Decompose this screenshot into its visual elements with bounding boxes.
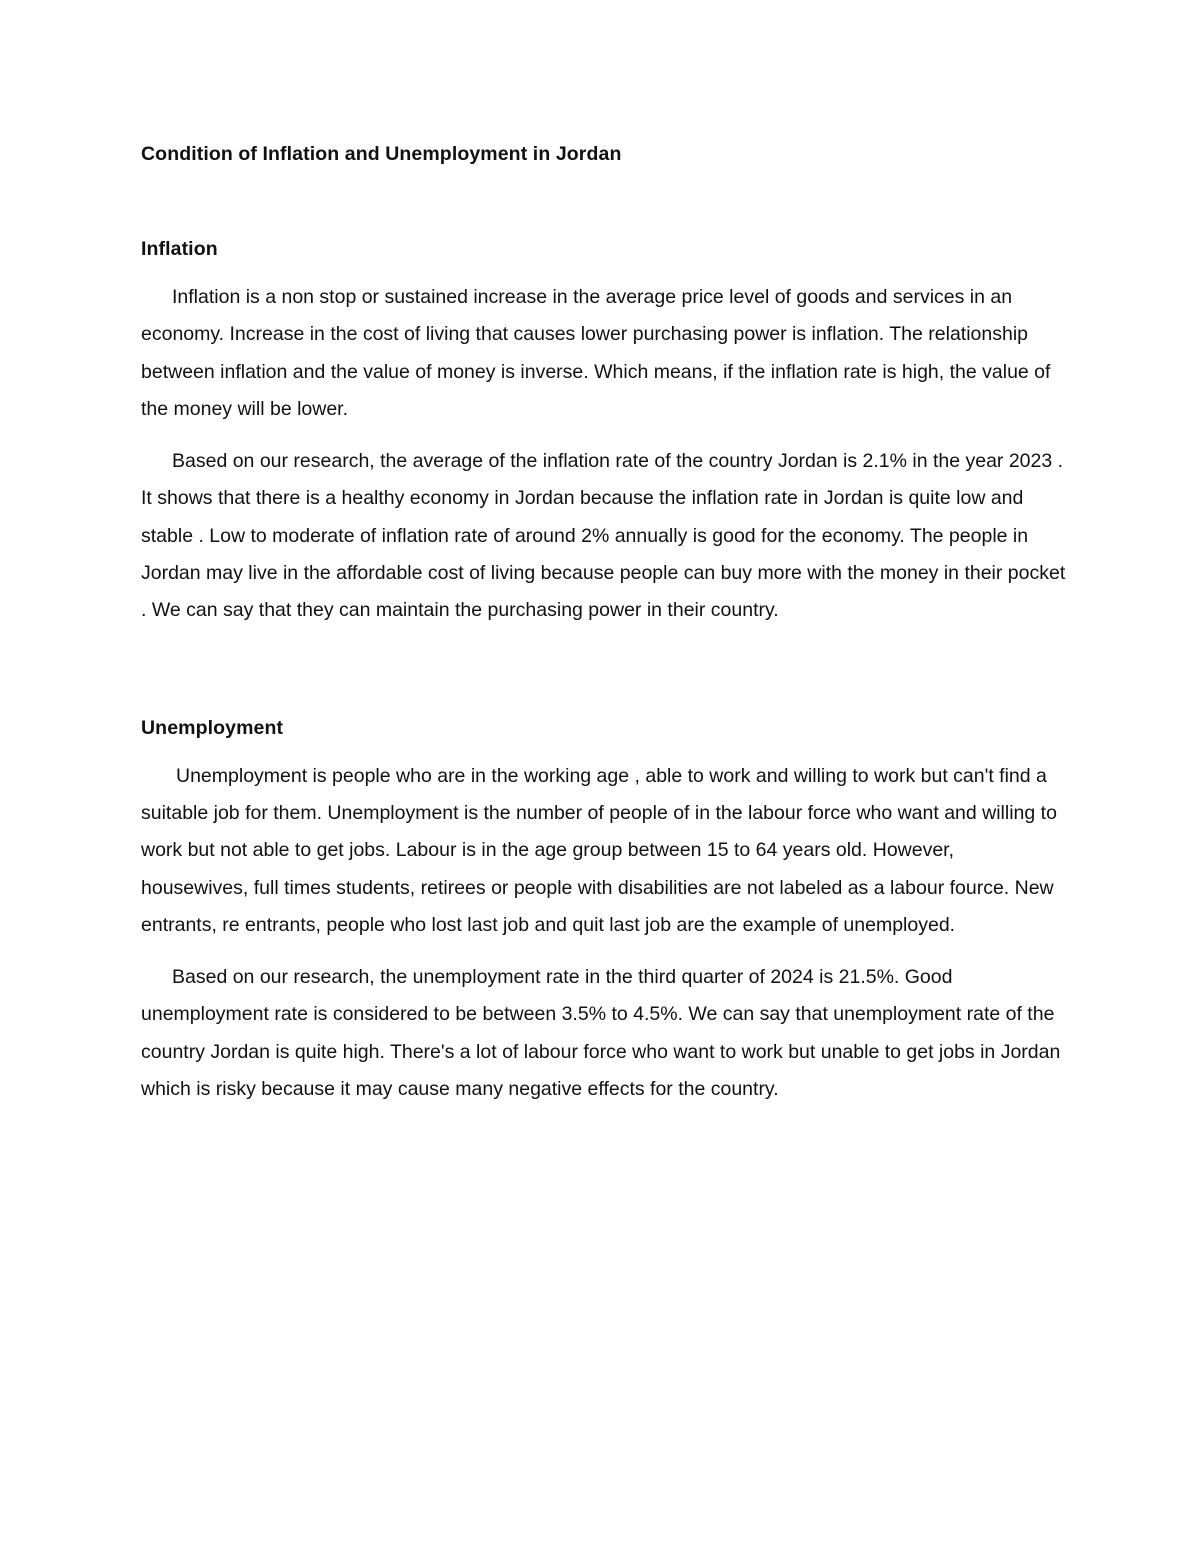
section-heading-unemployment: Unemployment	[141, 716, 284, 739]
paragraph-inflation-jordan: Based on our research, the average of the inflation rate of the country Jordan is 2.1% in the year 2023 . It shows that there is a healthy economy in Jordan because the inflation rate in Jordan is quite low and stable . Low to moderate of inflation rate of around 2% annually is good for the economy. The people in Jordan may live in the affordable cost of living because people can buy more with the money in their pocket . We can say that they can maintain the purchasing power in their country.	[141, 450, 1066, 622]
paragraph-unemployment-jordan: Based on our research, the unemployment rate in the third quarter of 2024 is 21.5%. Good unemployment rate is considered to be between 3.5% to 4.5%. We can say that unemployment rate of the country Jordan is quite high. There's a lot of labour force who want to work but unable to get jobs in Jordan which is risky because it may cause many negative effects for the country.	[141, 966, 1061, 1101]
document-body	[141, 139, 1066, 1108]
document-title: Condition of Inflation and Unemployment in Jordan	[141, 143, 622, 165]
section-heading-inflation: Inflation	[141, 238, 218, 260]
paragraph-unemployment-definition: Unemployment is people who are in the working age , able to work and willing to work but can't find a suitable job for them. Unemployment is the number of people of in the labour force who want and willing to work but not able to get jobs. Labour is in the age group between 15 to 64 years old. However, housewives, full times students, retirees or people with disabilities are not labeled as a labour fource. New entrants, re entrants, people who lost last job and quit last job are the example of unemployed.	[141, 764, 1057, 936]
paragraph-inflation-definition: Inflation is a non stop or sustained increase in the average price level of goods and services in an economy. Increase in the cost of living that causes lower purchasing power is inflation. The relationship between inflation and the value of money is inverse. Which means, if the inflation rate is high, the value of the money will be lower.	[141, 286, 1051, 420]
